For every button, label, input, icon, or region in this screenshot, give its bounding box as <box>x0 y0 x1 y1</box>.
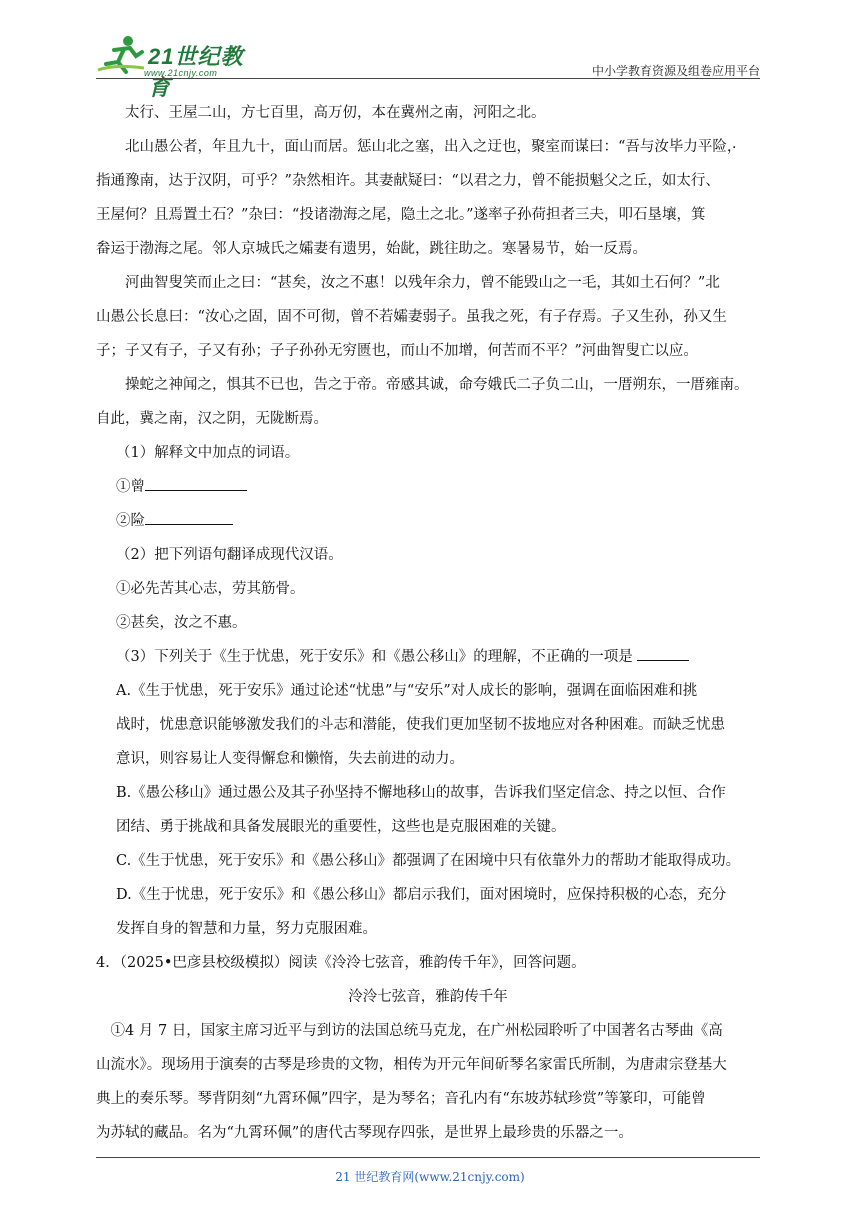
passage-line: 王屋何？且焉置土石？”杂曰：“投诸渤海之尾，隐土之北。”遂率子孙荷担者三夫，叩石垦壤，箕 <box>96 207 706 223</box>
option-a-cont: 意识，则容易让人变得懈怠和懒惰，失去前进的动力。 <box>116 751 464 767</box>
question-1-item-1: ①曾 · <box>96 470 760 504</box>
question-4-intro: 4．（2025•巴彦县校级模拟）阅读《泠泠七弦音，雅韵传千年》，回答问题。 <box>96 955 586 971</box>
article-paragraph: ①4 月 7 日，国家主席习近平与到访的法国总统马克龙，在广州松园聆听了中国著名古琴曲《高 <box>110 1023 723 1039</box>
article-line: 典上的奏乐琴。琴背阴刻“九霄环佩”四字，是为琴名；音孔内有“东坡苏轼珍赏”等篆印，可能曾 <box>96 1091 706 1107</box>
passage-paragraph: 操蛇之神闻之，惧其不已也，告之于帝。帝感其诚，命夸娥氏二子负二山，一厝朔东，一厝雍南。 <box>125 377 749 393</box>
dotted-word: 不正确 · <box>531 649 575 665</box>
answer-blank[interactable] <box>637 646 689 661</box>
passage-paragraph: 河曲智叟笑而止之曰：“甚矣，汝之不惠！以残年余力，曾不能毁山之一毛，其如土石何？”北 <box>125 275 720 291</box>
passage-line: 指通豫南，达于汉阴，可乎？”杂然相许。其妻献疑曰：“以君之力，曾不能损魁父之丘，如太行、 <box>96 173 720 189</box>
passage-line: 自此，冀之南，汉之阴，无陇断焉。 <box>96 411 328 427</box>
dotted-word: 险 · <box>712 139 727 155</box>
option-c: C.《生于忧患，死于安乐》和《愚公移山》都强调了在困境中只有依靠外力的帮助才能取得成功。 <box>116 853 741 869</box>
passage-paragraph: 太行、王屋二山，方七百里，高万仞，本在冀州之南，河阳之北。 <box>125 105 546 121</box>
passage-line: 山愚公长息曰：“汝心之固，固不可彻，曾不若孀妻弱子。虽我之死，有子存焉。子又生孙，孙又生 <box>96 309 727 325</box>
article-title: 泠泠七弦音，雅韵传千年 <box>348 989 508 1005</box>
option-d-cont: 发挥自身的智慧和力量，努力克服困难。 <box>116 921 377 937</box>
page-header <box>96 28 760 100</box>
option-a-cont: 战时，忧患意识能够激发我们的斗志和潜能，使我们更加坚韧不拔地应对各种困难。而缺乏忧患 <box>116 717 725 733</box>
logo-url: www.21cnjy.com <box>144 68 218 78</box>
article-line: 山流水》。现场用于演奏的古琴是珍贵的文物，相传为开元年间斫琴名家雷氏所制，为唐肃宗登基大 <box>96 1057 727 1073</box>
article-line: 为苏轼的藏品。名为“九霄环佩”的唐代古琴现存四张，是世界上最珍贵的乐器之一。 <box>96 1125 633 1141</box>
passage-paragraph: 北山愚公者，年且九十，面山而居。惩山北之塞，出入之迂也，聚室而谋曰：“吾与汝毕力平险 ·， <box>96 130 760 164</box>
question-3: （3）下列关于《生于忧患，死于安乐》和《愚公移山》的理解，不正确 ·的一项是 <box>96 640 760 674</box>
logo <box>96 34 266 100</box>
option-a: A.《生于忧患，死于安乐》通过论述“忧患”与“安乐”对人成长的影响，强调在面临困难和挑 <box>116 683 698 699</box>
logo-text: 21世纪教育 <box>148 44 244 100</box>
question-1-item-2: ②险 · <box>96 504 760 538</box>
passage-line: 子；子又有子，子又有孙；子子孙孙无穷匮也，而山不加增，何苦而不平？”河曲智叟亡以应。 <box>96 343 698 359</box>
question-1: （1）解释文中加点的词语。 <box>116 445 300 461</box>
option-d: D.《生于忧患，死于安乐》和《愚公移山》都启示我们，面对困境时，应保持积极的心态，充分 <box>116 887 727 903</box>
passage-line: 畚运于渤海之尾。邻人京城氏之孀妻有遗男，始龀，跳往助之。寒暑易节，始一反焉。 <box>96 241 647 257</box>
option-b-cont: 团结、勇于挑战和具备发展眼光的重要性，这些也是克服困难的关键。 <box>116 819 566 835</box>
option-b: B.《愚公移山》通过愚公及其子孙坚持不懈地移山的故事，告诉我们坚定信念、持之以恒、合作 <box>116 785 726 801</box>
footer-divider <box>96 1157 760 1158</box>
platform-label: 中小学教育资源及组卷应用平台 <box>591 64 760 78</box>
runner-logo-icon <box>96 34 146 76</box>
question-2: （2）把下列语句翻译成现代汉语。 <box>116 547 343 563</box>
footer-text[interactable]: 21 世纪教育网(www.21cnjy.com) <box>335 1170 525 1184</box>
question-2-item-1: ①必先苦其心志，劳其筋骨。 <box>116 581 305 597</box>
header-divider <box>96 78 760 79</box>
answer-blank[interactable] <box>145 510 233 525</box>
document-body <box>96 96 760 1150</box>
answer-blank[interactable] <box>145 476 247 491</box>
question-2-item-2: ②甚矣，汝之不惠。 <box>116 615 247 631</box>
